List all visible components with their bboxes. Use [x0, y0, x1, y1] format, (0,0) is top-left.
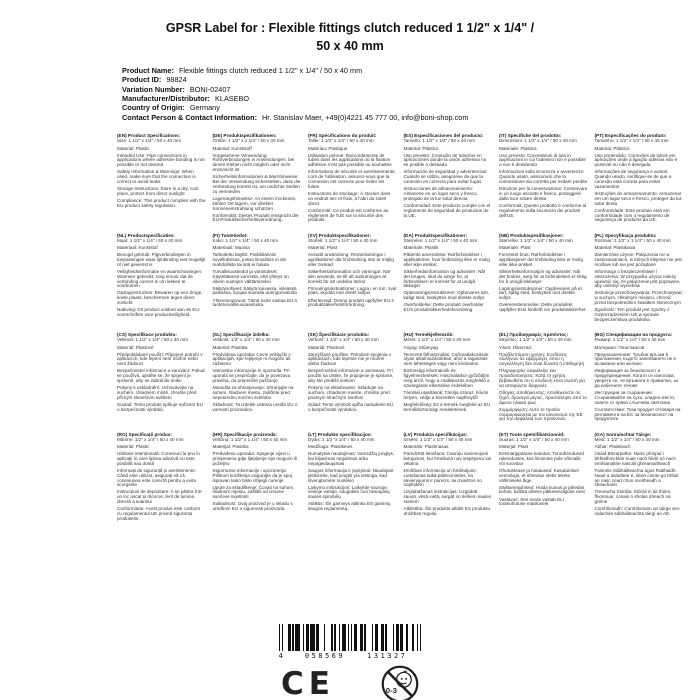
spec-paragraph: Информация за безопасност и предупреждения: Когато се използва, уверете се, че връзката е правилна, за да избегнете течове — [594, 368, 679, 388]
spec-paragraph: Méret: 1 1/2" x 1/4" / 50 x 40 mm — [403, 337, 471, 343]
field-value: Germany — [189, 103, 220, 113]
lang-heading: (FR) Spécifications du produit: — [308, 133, 377, 138]
spec-paragraph: Størrelse: 1 1/2" x 1/4" / 50 x 40 mm — [403, 237, 478, 243]
spec-paragraph: Opbevaringsinstruktioner: Opbevares tørt, køligt sted, beskyttes mod direkte sollys — [403, 290, 490, 301]
spec-paragraph: Avsedd användning: Röranslutningar i applikationer där limbindning inte är möjlig eller önskad — [308, 252, 394, 267]
spec-paragraph: Sikkerhedsinformation og advarsler: Når det bruges, skal du sørge for, at forbindelsen er korrekt for at undgå lækager — [403, 268, 486, 289]
spec-paragraph: Instrukcje przechowywania: Przechowywać w suchym, chłodnym miejscu, chronić przed bezpośrednim światłem słonecznym — [594, 290, 683, 306]
barcode-bars — [279, 624, 422, 651]
spec-paragraph: Material: Plastika — [212, 344, 248, 350]
product-info-row — [122, 103, 468, 112]
spec-paragraph: Sicherheitsinformationen & Warnhinweise: Bei der Verwendung sicherstellen, dass die Verbindung korrekt ist, um undichte Stellen zu vermeiden — [212, 174, 301, 194]
spec-paragraph: Μέγεθος: 1 1/2" x 1/4" / 50 x 40 mm — [499, 337, 572, 343]
spec-paragraph: Ábhar: Plaisteach — [594, 444, 631, 450]
lang-heading: (LV) Produkta specifikācijas: — [403, 431, 468, 437]
spec-paragraph: Istruzioni per la conservazione: Conservare in un luogo asciutto e fresco, proteggere dalla luce solare diretta — [499, 186, 588, 201]
spec-paragraph: Varnostne informacije in opozorila: Pri uporabi se prepričajte, da je povezava pravilna, da preprečite puščanje — [212, 368, 291, 384]
spec-paragraph: Размер: 1 1/2" x 1/4" / 50 x 40 mm — [594, 337, 666, 343]
spec-paragraph: Navodila za shranjevanje: Shranjujte na suhem, hladnem mestu, zaščitite pred neposredno sončno svetlobo — [212, 385, 294, 400]
spec-paragraph: Maat: 1 1/2" x 1/4" / 50 x 40 mm — [117, 237, 183, 243]
spec-paragraph: Materiał: Plastikowa — [594, 245, 636, 251]
lang-body — [404, 338, 493, 412]
spec-paragraph: Größe: 1 1/2" x 1 1/4" / 50 x 40 mm — [212, 138, 285, 144]
spec-paragraph: Instruções de armazenamento: Armazenar em um lugar seco e fresco, proteger da luz solar direta — [594, 190, 682, 206]
spec-paragraph: Predvidena uporaba: Cevni priključki v aplikacijah, kjer lepljenje ni mogoče ali zaželeno — [212, 351, 291, 367]
ce-mark-icon: CE — [281, 665, 335, 700]
lang-block-it — [499, 133, 588, 226]
spec-paragraph: Instrucțiuni de depozitare: A se păstra într-un loc uscat și răcoros, ferit de lumina directă a soarelui — [117, 489, 204, 505]
lang-block-nb — [499, 233, 588, 326]
spec-paragraph: Material: Plastic — [117, 444, 150, 450]
spec-paragraph: Upute za skladištenje: Čuvati na suhom, hladnom mjestu, zaštititi od izravne sunčeve svjetlosti — [212, 484, 295, 500]
lang-heading: (BG) Спецификации на продукта: — [594, 332, 673, 337]
spec-paragraph: Zgodność: Ten produkt jest zgodny z rozporządzeniem UE w sprawie bezpieczeństwa produktów. — [594, 307, 670, 322]
field-label: Manufacturer/Distributor: — [122, 93, 210, 103]
spec-paragraph: Yhteensopivuus: Tämä tuote vastaa EU:n tuoteturvallisuusasetusta. — [212, 297, 298, 308]
spec-paragraph: Предназначение: Тръбни връзки в приложения, където залепването не е възможно или желано — [594, 351, 677, 367]
spec-paragraph: Material: Plástico — [594, 145, 630, 151]
lang-heading: (PT) Especificações do produto: — [594, 133, 667, 138]
spec-paragraph: Méid: 1 1/2" x 1/4" / 50 x 40 mm — [594, 436, 660, 442]
field-value: KLASEBO — [215, 93, 250, 103]
lang-body — [213, 338, 302, 412]
spec-paragraph: Dydis: 1 1/2 "x 1/4" / 50 x 40 mm — [308, 436, 375, 442]
spec-paragraph: Uso previsto: Conexión de tuberías en aplicaciones donde la unión adhesiva no es posible o deseada — [403, 152, 487, 168]
spec-paragraph: Comhlíonadh: Comhlíonann an táirge seo rialachán sábháilteachta táirgí an AE. — [594, 506, 680, 517]
field-value: 98824 — [166, 75, 187, 85]
spec-paragraph: Informazioni sulla sicurezza e avvertenze: Quando usato, assicurarsi che la connessione sia corretta per evitare perdite — [499, 169, 588, 185]
spec-paragraph: Předpokládané použití: Připojení potrubí v aplikacích, kde lepení není možné nebo není žádoucí — [117, 351, 203, 367]
spec-paragraph: Koko: 1 1/2" x 1/4" / 50 x 40 mm — [212, 237, 279, 243]
spec-paragraph: Soulad: Tento produkt splňuje nařízení EU o bezpečnosti výrobků. — [117, 401, 203, 412]
ean13-barcode — [279, 624, 422, 660]
spec-paragraph: Sikkerhetsinformasjon og advarsler: Når det brukes, sørg for at forbindelsen er riktig for å unngå lekkasjer — [499, 268, 587, 284]
lang-heading: (EN) Product Specifications: — [117, 133, 181, 138]
spec-paragraph: Lagringsinstruksjoner: Oppbevares på et tørt, kjølig sted, beskyttes mot direkte sollys — [499, 285, 582, 301]
barcode-right-digits: 131327 — [367, 652, 408, 660]
compliance-marks — [281, 665, 419, 700]
spec-paragraph: Materiál: Plastové — [308, 344, 345, 350]
spec-paragraph: Dimensioni: 1 1/2" x 1/4" / 50 x 40 mm — [499, 138, 577, 144]
spec-paragraph: Storlek: 1 1/2" x 1/4" / 50 x 40 mm — [308, 237, 378, 243]
spec-paragraph: Υλικό: Πλαστικό — [499, 344, 532, 350]
spec-paragraph: Turvallisuustiedot ja varoitukset: Käytettäessä varmista, että yhteys on oikein vuotojen välttämiseksi — [212, 268, 289, 284]
lang-block-es — [404, 133, 493, 226]
lang-body — [308, 139, 397, 223]
spec-paragraph: Anyag: Műanyag — [403, 344, 438, 350]
spec-paragraph: Tamaño: 1 1/2" x 1/4" / 50 x 40 mm — [403, 138, 475, 144]
spec-paragraph: Material: Plastic — [117, 145, 150, 151]
spec-paragraph: Materiale: Plastica — [499, 145, 537, 151]
spec-paragraph: Påtænkt anvendelse: Rørforbindelser i applikationer, hvor limbinding ikke er mulig eller ikke ønsket — [403, 252, 490, 267]
field-label: Product Name: — [122, 66, 174, 75]
spec-paragraph: Zamýšľané použitie: Potrubné spojenia v aplikáciách, kde lepenie nie je možné alebo žiaduce — [308, 351, 392, 367]
lang-block-et — [499, 432, 588, 525]
spec-paragraph: Izmērs: 1 1/2" x 1/4" / 50 x 40 mm — [403, 436, 473, 442]
page-title — [0, 20, 700, 55]
lang-body — [595, 438, 684, 517]
field-label: Country of Origin: — [122, 103, 185, 113]
spec-paragraph: Informações de segurança e avisos: Quando usado, certifique-se de que a conexão está correta para evitar vazamentos — [594, 169, 672, 189]
spec-paragraph: Materiaal: Kunststof — [117, 245, 158, 251]
spec-paragraph: Súlad: Tento výrobok spĺňa nariadenie EÚ o bezpečnosti výrobkov. — [308, 401, 394, 412]
spec-paragraph: Sukladnost: Ovaj proizvod je u skladu s uredbom EU o sigurnosti proizvoda. — [212, 501, 293, 512]
spec-paragraph: Velikost: 1/2" x 1/4" / 50 x 40 mm — [212, 337, 280, 343]
spec-paragraph: Storage Instructions: Store in a dry, cool place, protect from direct sunlight — [117, 186, 199, 196]
spec-paragraph: Størrelse: 1 1/2" x 1/4" / 50 x 40 mm — [499, 237, 573, 243]
spec-paragraph: Инструкции за съхранение: Съхранявайте на сухо, хладно място, пазете от пряка слънчева светлина — [594, 389, 676, 405]
lang-heading: (EL) Προδιαγραφές προϊόντος: — [499, 332, 569, 337]
spec-paragraph: Materiál: Plastové — [117, 344, 154, 350]
spec-paragraph: Veličina: 1 1/2" x 1 1/4" / 50 x 40 mm — [212, 436, 288, 442]
spec-paragraph: Bezpečnostné informácie a varovania: Pri použití sa uistite, že pripojenie je správne, aby ste predišli únikom — [308, 368, 394, 384]
lang-body — [117, 139, 206, 208]
lang-heading: (HR) Specifikacije proizvoda: — [212, 431, 278, 437]
spec-paragraph: Pokyny na skladovanie: Skladujte na suchom, chladnom mieste, chráňte pred priamym slnečným svetlom — [308, 385, 390, 400]
lang-heading: (ES) Especificaciones del producto: — [403, 133, 484, 138]
lang-heading: (SL) Specifikacije izdelka: — [212, 332, 270, 337]
lang-heading: (LT) Produkto specifikacijos: — [308, 431, 372, 437]
spec-paragraph: Utilizare intenționată: Conexiuni la țevi în aplicații în care lipirea adezivă nu este posibilă sau dorită — [117, 451, 200, 466]
field-label: Contact Person & Contact Information: — [122, 112, 257, 122]
spec-paragraph: Konformität: Dieses Produkt entspricht der EU-Produktsicherheitsverordnung. — [212, 212, 299, 223]
spec-paragraph: Informacja o bezpieczeństwie i ostrzeżenia: W przypadku użycia należy upewnić się, że połączenie jest poprawne, aby uniknąć wycieków — [594, 268, 681, 289]
spec-paragraph: Drošības informācija un brīdinājumi: Lietošanas laikā pārliecinieties, ka savienojums ir pareizs, lai izvairītos no noplūdēm — [403, 467, 482, 488]
lang-body — [308, 438, 397, 512]
lang-heading: (DA) Produktspecifikationer: — [403, 232, 468, 238]
spec-paragraph: Velikost: 1 1/2" x 1/4" / 50 x 40 mm — [117, 337, 188, 343]
bottom-section — [0, 624, 700, 700]
spec-paragraph: Compliance: This product complies with the EU product safety regulation. — [117, 198, 206, 208]
lang-body — [595, 338, 684, 422]
lang-block-fi — [213, 233, 302, 326]
age-warning-icon — [381, 665, 419, 700]
spec-paragraph: Atbilstība: Šis produkts atbilst ES produktu drošības regulai. — [403, 506, 491, 517]
product-info-row — [122, 94, 468, 103]
age-range-text: 0-3 — [385, 686, 397, 696]
spec-paragraph: Tervezett felhasználás: Csőcsatlakozások olyan alkalmazásokban, ahol a ragasztás nem lehetséges vagy nem kívánatos — [403, 351, 489, 367]
spec-paragraph: Skladnost: Ta izdelek ustreza uredbi EU o varnosti proizvodov. — [212, 401, 298, 412]
spec-paragraph: Beoogd gebruik: Pijpverbindingen in toepassingen waar lijmbinding niet mogelijk of niet gewenst is — [117, 252, 206, 267]
spec-paragraph: Conformidade: Este produto está em conformidade com o regulamento de segurança de produtos da UE. — [594, 207, 670, 223]
product-info-row — [122, 66, 468, 75]
spec-paragraph: Úsáid Bheartaithe: Naisc phíopaí i bhfeidhmchláir nuair nach féidir nó nach inmhianaithe nascáil ghreamaitheach — [594, 451, 676, 466]
spec-paragraph: Conformità: Questo prodotto è conforme al regolamento sulla sicurezza dei prodotti dell'UE. — [499, 202, 587, 218]
spec-paragraph: Eesmärgipärane kasutus: Toruühendused rakendustes, kus liimimine pole võimalik või soovitav — [499, 451, 584, 466]
spec-paragraph: Material: Plast — [308, 245, 338, 251]
spec-paragraph: Οδηγίες αποθήκευσης: Αποθηκεύστε σε ξηρό, δροσερό μέρος, προστατέψτε από το άμεσο ηλιακό φως — [499, 389, 587, 405]
barcode-bar — [420, 624, 422, 651]
field-value: Flexible fittings clutch reduced 1 1/2" x 1/4" / 50 x 40 mm — [178, 66, 363, 75]
lang-block-el — [499, 332, 588, 425]
spec-paragraph: Matériau: Plastique — [308, 145, 348, 151]
spec-paragraph: Pokyny k uskladnění: Uchovávejte na suchém, chladném místě, chraňte před přímým slunečním světlem — [117, 385, 197, 400]
barcode-left-digits: 058569 — [304, 652, 346, 660]
spec-paragraph: Съответствие: Този продукт отговаря на регламента на ЕС за безопасност на продуктите. — [594, 406, 681, 422]
lang-body — [213, 239, 302, 308]
lang-body — [404, 438, 493, 517]
lang-body — [499, 438, 588, 507]
spec-paragraph: Materiāls: Plastmasas — [403, 444, 449, 450]
spec-paragraph: Medžiaga: Plastikinės — [308, 444, 353, 450]
lang-block-fr — [308, 133, 397, 226]
spec-paragraph: Material: Plástico — [403, 145, 439, 151]
spec-paragraph: Informații de siguranță și avertismente: Când este utilizat, asigurați-vă că conexiunea este corectă pentru a evita scurgerile — [117, 467, 196, 488]
lang-body — [595, 139, 684, 223]
lang-block-nl — [117, 233, 206, 326]
spec-paragraph: Opslaginstructies: Bewaren op een droge, koele plaats, beschermen tegen direct zonlicht — [117, 290, 203, 306]
barcode-digits — [278, 652, 408, 660]
spec-paragraph: Instructions de stockage: À stocker dans un endroit sec et frais, à l'abri du soleil direct — [308, 190, 391, 206]
product-info-row — [122, 85, 468, 94]
spec-paragraph: Forventet bruk: Rørforbindelser i applikasjoner der limbinding ikke er mulig eller ikke ønsket — [499, 252, 584, 267]
lang-block-pt — [595, 133, 684, 226]
title-line-1: GPSR Label for : Flexible fittings clutch reduced 1 1/2" x 1/4" / — [165, 21, 535, 35]
spec-paragraph: Paredzētā lietošana: Cauruļu savienojumi lietojumos, kur līmēšana nav iespējama vai vēlama — [403, 451, 492, 466]
spec-paragraph: Vorgesehene Verwendung: Rohrverbindungen in Anwendungen, bei denen Kleben nicht möglich oder nicht erwünscht ist — [212, 152, 295, 173]
spec-paragraph: Säilitamisjuhised: Hoida kuivas ja jahedas kohas, kaitsta otsese päikesevalguse eest — [499, 484, 585, 495]
spec-paragraph: Intended Use: Pipe connections in applications where adhesive bonding is not possible or not desired — [117, 152, 205, 168]
spec-paragraph: Materiaali: Muovia — [212, 245, 250, 251]
spec-paragraph: Taille: 1 1/2" x 1/4" / 50 x 40 mm — [308, 138, 374, 144]
lang-heading: (ET) Toote spetsifikatsioonid: — [499, 431, 565, 437]
spec-paragraph: Overholdelse: Dette produkt overholder EU's produktsikkerhedsforordning. — [403, 302, 484, 313]
spec-paragraph: Size: 1 1/2" x 1/4" / 50 x 40 mm — [117, 138, 182, 144]
spec-paragraph: Predviđena uporaba: Spajanje cijevi u primjenama gdje lijepljenje nije moguće ili poželjno — [212, 451, 298, 466]
product-info-row — [122, 113, 468, 122]
lang-body — [213, 139, 302, 223]
lang-block-hr — [213, 432, 302, 525]
spec-paragraph: Treoracha Stórála: Stóráil in áit thirim, fhionnuar, cosain ó sholas díreach na gréine — [594, 489, 672, 505]
spec-paragraph: Materiale: Plast — [499, 245, 531, 251]
spec-paragraph: Overensstemmelse: Dette produktet oppfyller EUs forskrift om produktsikkerhet. — [499, 302, 587, 313]
lang-body — [499, 338, 588, 422]
lang-block-bg — [595, 332, 684, 425]
lang-heading: (IT) Specifiche del prodotto: — [499, 133, 562, 138]
lang-heading: (RO) Specificații produs: — [117, 431, 172, 437]
lang-block-pl — [595, 233, 684, 326]
lang-block-da — [404, 233, 493, 326]
spec-paragraph: Uzglabāšanas instrukcijas: Uzglabāt sausā, vēsā vietā, sargāt no tiešiem saules stariem — [403, 489, 492, 505]
lang-heading: (GA) Sonraíochtaí Táirge: — [594, 431, 652, 437]
lang-block-lt — [308, 432, 397, 525]
barcode-lead-digit: 4 — [278, 652, 283, 660]
field-label: Product ID: — [122, 75, 162, 85]
lang-block-ga — [595, 432, 684, 525]
lang-heading: (PL) Specyfikacja produktu: — [594, 232, 657, 238]
lang-body — [117, 438, 206, 522]
lang-block-lv — [404, 432, 493, 525]
lang-body — [499, 139, 588, 218]
spec-paragraph: Uso pretendido: Conexões de tubos em aplicações onde a ligação adesiva não é possível ou não é desejada — [594, 152, 678, 168]
spec-paragraph: Zamierzone użycie: Połączenia rur w zastosowaniach, w których klejenie nie jest możliwe lub nie jest pożądane — [594, 252, 682, 267]
lang-body — [404, 139, 493, 218]
field-value: Hr. Stanislav Maer, +49(0)4221 45 777 00, info@boni-shop.com — [262, 112, 469, 122]
lang-heading: (CS) Specifikace produktu: — [117, 332, 177, 337]
spec-paragraph: Bezpečnostní informace a varování: Pokud se používá, ujistěte se, že spojení je správné, aby se zabránilo úniku — [117, 368, 205, 384]
spec-paragraph: Conformidad: Este producto cumple con el reglamento de seguridad de productos de la UE. — [403, 202, 491, 218]
spec-paragraph: Conformitate: Acest produs este conform cu regulamentul UE privind siguranța produselor. — [117, 506, 201, 521]
spec-paragraph: Suurus: 1 1/2" x 1/4" / 50 x 40 mm — [499, 436, 569, 442]
spec-paragraph: Συμμόρφωση: Αυτό το προϊόν συμμορφώνεται με τον κανονισμό της ΕΕ για την ασφάλεια των προϊόντων. — [499, 406, 583, 422]
lang-body — [117, 338, 206, 412]
spec-paragraph: Tárolási utasítások: Tárolja száraz, hűvös helyen, védje a közvetlen napfénytől — [403, 389, 489, 400]
lang-body — [117, 239, 206, 318]
lang-heading: (DE) Produktspezifikationen: — [212, 133, 277, 138]
field-value: BONI-02407 — [189, 84, 231, 94]
lang-body — [308, 239, 397, 308]
lang-body — [499, 239, 588, 313]
lang-block-sv — [308, 233, 397, 326]
spec-paragraph: Lagerungshinweise: An einem trockenen, kühlen Ort lagern, vor direkter Sonneneinstrahlung schützen — [212, 195, 297, 211]
spec-paragraph: Förvaringsinstruktioner: Lagra i en torr, sval plats, skydda mot direkt solljus — [308, 285, 397, 296]
spec-paragraph: Προβλεπόμενη χρήση: Συνδέσεις σωλήνων σε εφαρμογές όπου η συγκόλληση δεν είναι δυνατή ή επιθυμητή — [499, 351, 585, 367]
spec-paragraph: Tamanho: 1 1/2" x 1/4" / 50 x 40 mm — [594, 138, 669, 144]
spec-paragraph: Πληροφορίες ασφαλείας και προειδοποιήσεις: Κατά τη χρήση, βεβαιωθείτε ότι η σύνδεση είναι σωστή για να αποφύγετε διαρροές — [499, 368, 585, 388]
lang-block-en — [117, 133, 206, 226]
spec-paragraph: Informations de sécurité et avertissements: Lors de l'utilisation, assurez-vous que la connexion est correcte pour éviter les fuites — [308, 169, 396, 189]
lang-heading: (NL) Productspecificaties: — [117, 232, 176, 238]
lang-block-de — [213, 133, 302, 226]
lang-body — [213, 438, 302, 512]
spec-paragraph: Mărime: 1/2" x 1/4" / 50 x 40 mm — [117, 436, 184, 442]
spec-paragraph: Veľkosť: 1 1/2" x 1/4" / 50 x 40 mm — [308, 337, 379, 343]
spec-paragraph: Saugos informacija ir įspėjimai: Naudojant įsitikinkite, kad jungtis yra teisinga, kad išvengtumėte nuotėkio — [308, 467, 394, 483]
spec-paragraph: Rozmiar: 1 1/2" x 1 1/4" / 50 x 40 mm — [594, 237, 671, 243]
spec-paragraph: Conformité: Ce produit est conforme au règlement de l'UE sur la sécurité des produits. — [308, 207, 389, 223]
lang-heading: (SK) Špecifikácie produktu: — [308, 332, 370, 337]
spec-paragraph: Material: Kunststoff — [212, 145, 252, 151]
spec-paragraph: Safety Information & Warnings: When used, make sure that the connection is correct to avoid leaks — [117, 169, 196, 185]
product-info-section — [122, 66, 468, 122]
lang-block-sl — [213, 332, 302, 425]
spec-paragraph: Instrucciones de almacenamiento: Almacene en un lugar seco y fresco, protegido de la luz solar directa — [403, 186, 478, 201]
spec-paragraph: Biztonsági információk és figyelmeztetések: Használatkor győződjön meg arról, hogy a csatlakozás megfelelő a szivárgások elkerülése érdekében — [403, 368, 490, 388]
lang-block-cs — [117, 332, 206, 425]
spec-paragraph: Laikymo instrukcijos: Laikykite sausoje, vėsioje vietoje, saugokite nuo tiesioginių saulės spindulių — [308, 484, 390, 500]
spec-paragraph: Información de seguridad y advertencias: Cuando se utiliza, asegúrese de que la conexión es correcta para evitar fugas — [403, 169, 488, 185]
lang-body — [308, 338, 397, 412]
field-label: Variation Number: — [122, 84, 185, 94]
spec-paragraph: Faisnéis Sábháilteachta agus Rabhaidh: Nuair a úsáidtear é, déan cinnte go bhfuil an nasc ceart chun sceitheadh a sheachaint — [594, 467, 679, 488]
spec-paragraph: Sigurnosne informacije i upozorenja: Prilikom korištenja osigurajte da je spoj ispravan kako biste izbjegli curenje — [212, 467, 292, 483]
lang-heading: (FI) Tuotetiedot: — [212, 232, 248, 238]
spec-paragraph: Naleving: Dit product voldoet aan de EU-voorschriften voor productveiligheid. — [117, 307, 201, 318]
spec-paragraph: Säkerhetsinformation och varningar: När den används, se till att anslutningen är korrekt för att undvika läckor — [308, 268, 391, 284]
language-grid — [117, 133, 683, 524]
title-line-2: 50 x 40 mm — [316, 38, 384, 53]
spec-paragraph: Materijal: Plastika — [212, 444, 249, 450]
spec-paragraph: Atitiktis: Šis gaminys atitinka ES gaminių saugos reglamentą. — [308, 501, 391, 512]
lang-body — [595, 239, 684, 323]
lang-heading: (HU) Termékjellemzők: — [403, 332, 454, 337]
lang-block-hu — [404, 332, 493, 425]
lang-heading: (SV) Produktspecifikationer: — [308, 232, 372, 238]
lang-heading: (NB) Produktspesifikasjoner: — [499, 232, 564, 238]
spec-paragraph: Материал: Пластмасов — [594, 344, 645, 350]
lang-body — [404, 239, 493, 313]
spec-paragraph: Megfelelőség: Ez a termék megfelel az EU termékbiztonsági rendeletének. — [403, 401, 491, 412]
spec-paragraph: Materiale: Plastik — [403, 245, 439, 251]
product-info-row — [122, 75, 468, 84]
spec-paragraph: Materjal: Plast — [499, 444, 529, 450]
spec-paragraph: Vastavus: See toode vastab ELi tooteohutuse määrusele. — [499, 496, 564, 507]
lang-block-sk — [308, 332, 397, 425]
spec-paragraph: Numatytas naudojimas: Vamzdžių jungtys, kai klijavimas negalimas arba nepageidaujamas — [308, 451, 395, 466]
lang-block-ro — [117, 432, 206, 525]
spec-paragraph: Efterlevnad: Denna produkt uppfyller EU:s produktsäkerhetsförordning. — [308, 297, 394, 308]
spec-paragraph: Tarkoitettu käyttö: Putkiliitännät sovelluksissa, joissa liimaliitos ei ole mahdollista tai sitä ei haluta — [212, 252, 287, 267]
spec-paragraph: Veiligheidsinformatie en waarschuwingen: Wanneer gebruikt, zorg ervoor dat de verbinding correct is om lekken te voorkomen — [117, 268, 203, 289]
spec-paragraph: Utilisation prévue: Raccordements de tubes dans les applications où la fixation adhésive n'est pas possible ou souhaitée — [308, 152, 392, 168]
spec-paragraph: Säilytysohjeet: Säilytä kuivassa, viileässä paikassa, suojaa suoralta auringonvalolta — [212, 285, 297, 296]
spec-paragraph: Uso previsto: Connessioni di tubi in applicazioni in cui l'adesivo non è possibile o non è desiderato — [499, 152, 586, 168]
spec-paragraph: Ohutusteave ja hoiatused: Kasutamisel veenduge, et ühendus oleks lekete vältimiseks õige — [499, 467, 579, 483]
